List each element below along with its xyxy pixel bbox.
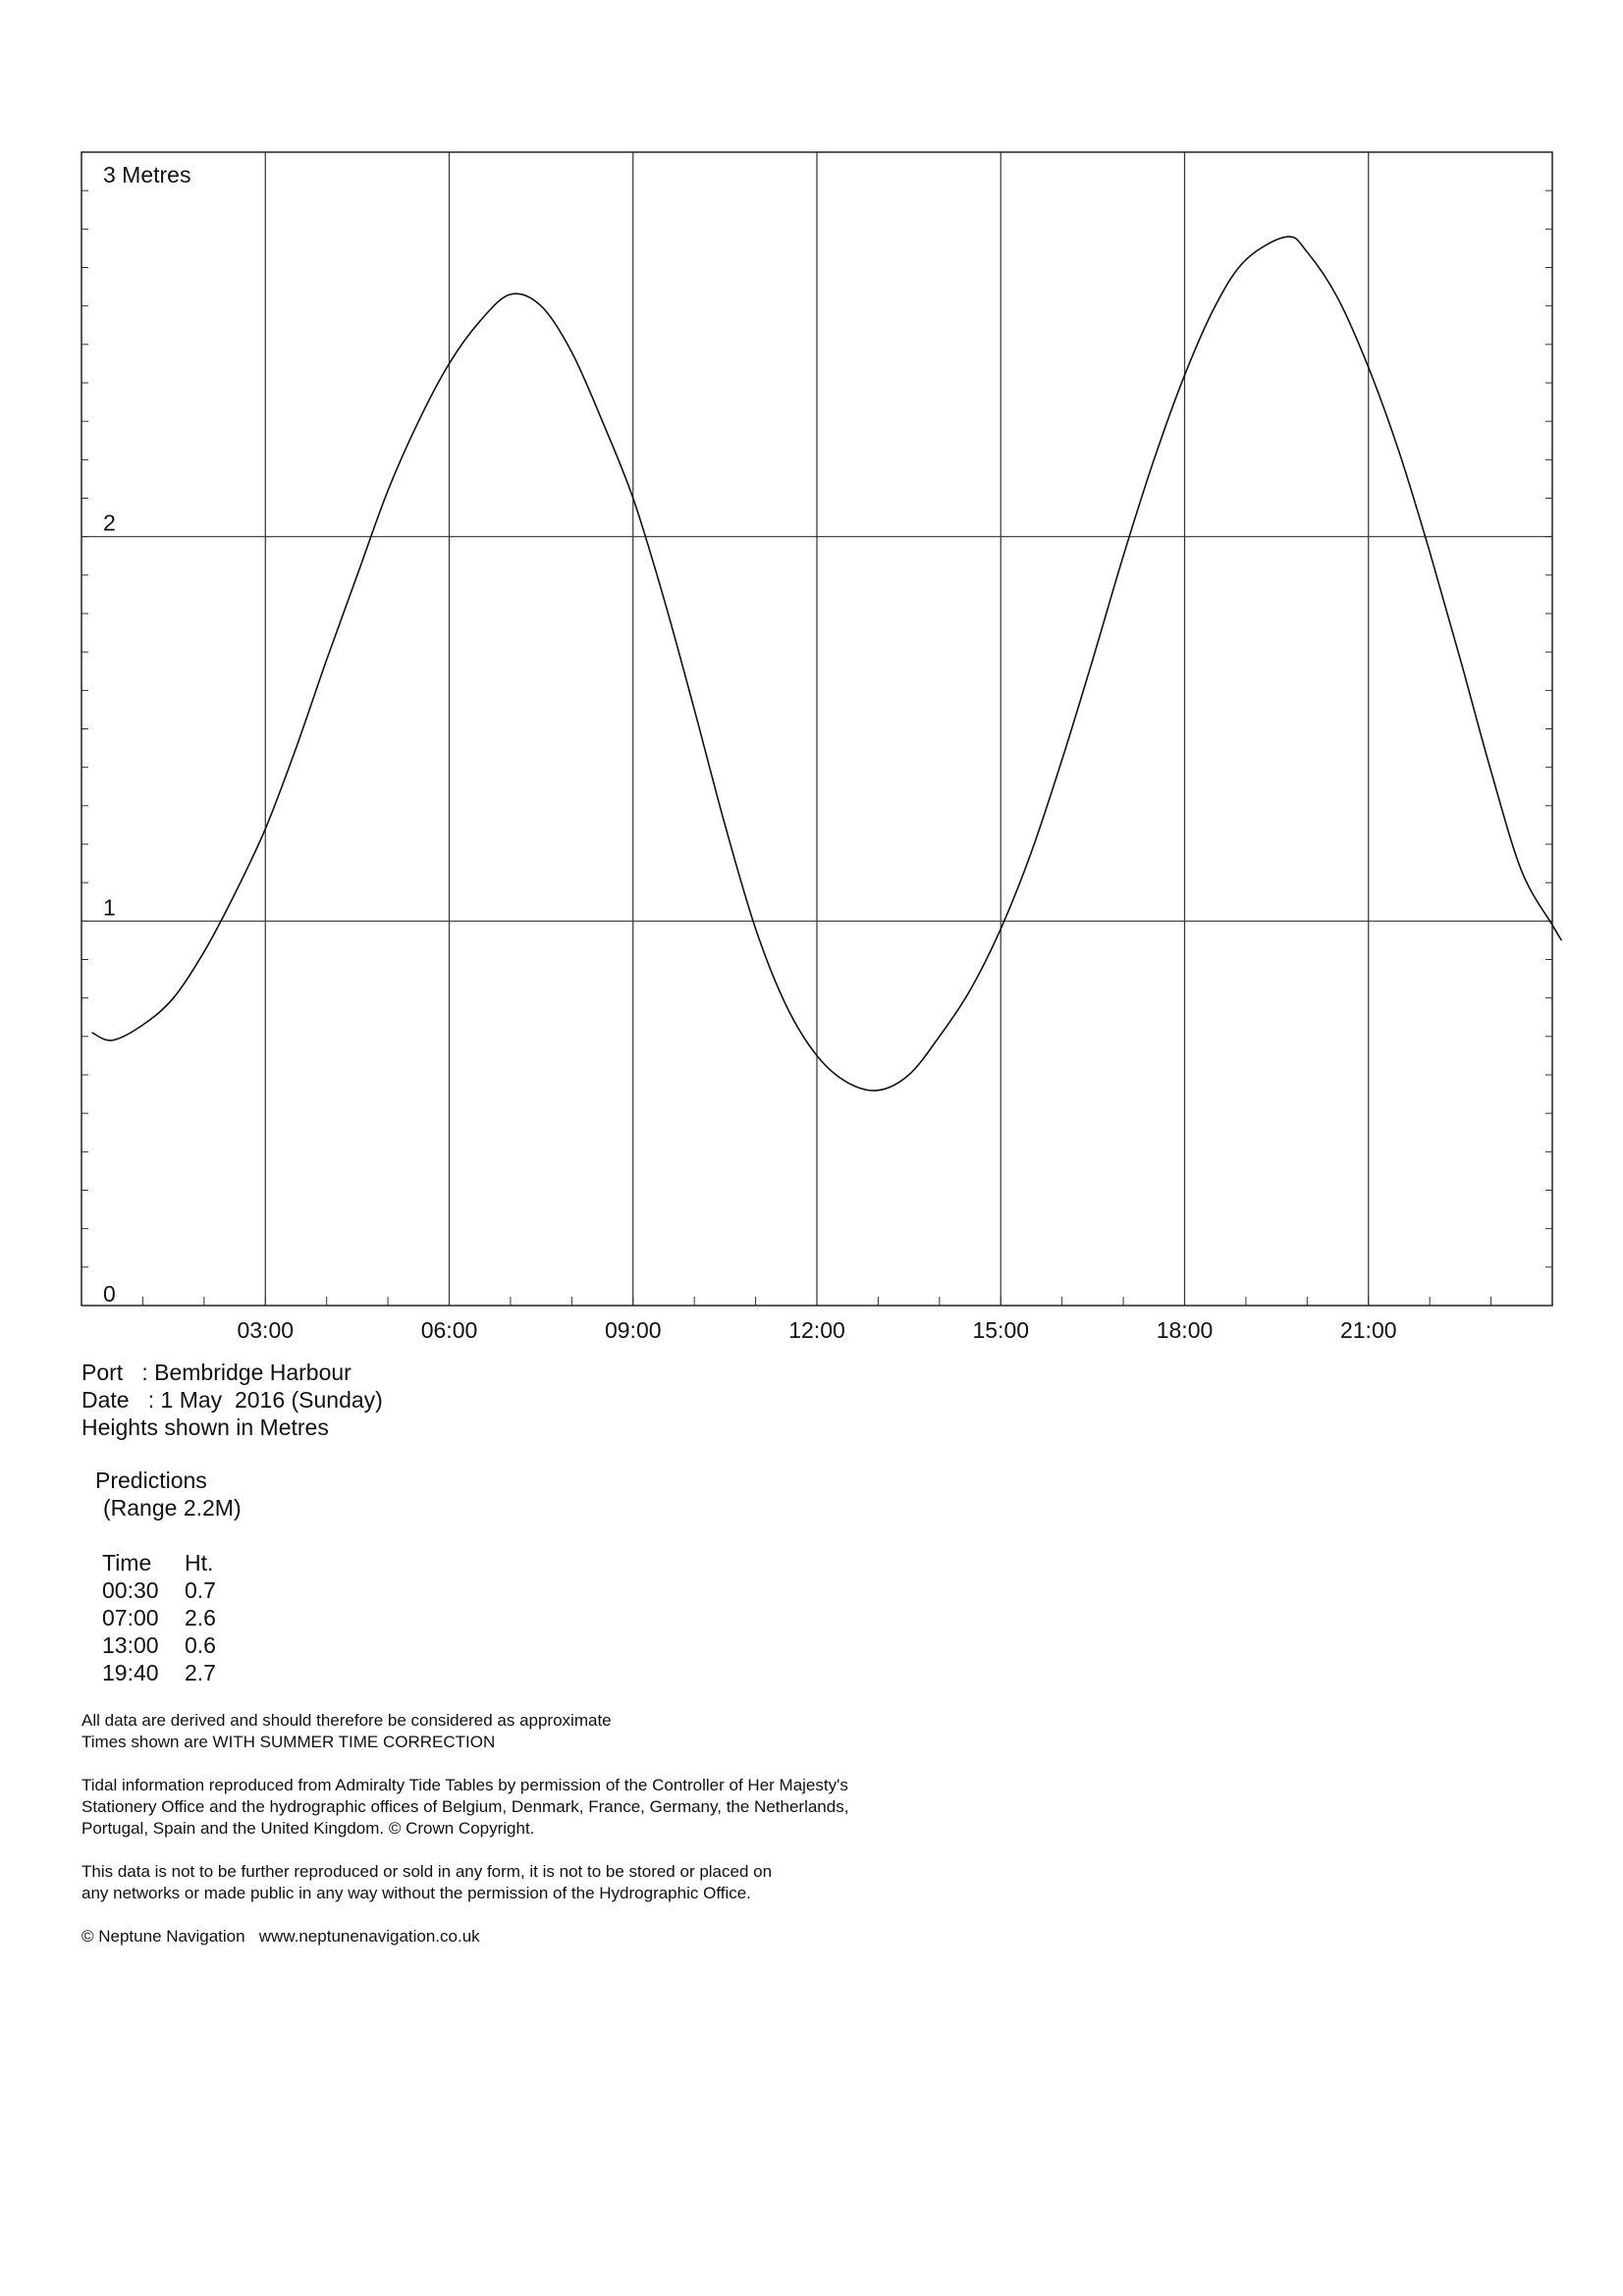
predictions-range: (Range 2.2M) xyxy=(103,1495,242,1521)
note-line-1: All data are derived and should therefore be considered as approximate xyxy=(81,1711,612,1730)
heights-line: Heights shown in Metres xyxy=(81,1415,329,1440)
chart-labels xyxy=(103,162,1397,1343)
notes-section xyxy=(81,1710,1162,1969)
table-row xyxy=(102,1576,216,1604)
footer-credit: © Neptune Navigation www.neptunenavigation.co.uk xyxy=(81,1927,480,1946)
x-tick-label: 12:00 xyxy=(788,1317,845,1343)
table-row xyxy=(102,1631,216,1659)
x-tick-label: 21:00 xyxy=(1339,1317,1397,1343)
copyright-line-2: Stationery Office and the hydrographic offices of Belgium, Denmark, France, Germany, the Netherlands, xyxy=(81,1797,849,1816)
restriction-line-2: any networks or made public in any way without the permission of the Hydrographic Office. xyxy=(81,1884,751,1902)
copyright-line-1: Tidal information reproduced from Admiralty Tide Tables by permission of the Controller of Her Majesty's xyxy=(81,1776,848,1794)
predictions-header-row xyxy=(102,1549,216,1576)
copyright-line-3: Portugal, Spain and the United Kingdom. © Crown Copyright. xyxy=(81,1819,535,1838)
copyright-note xyxy=(81,1775,1162,1840)
predictions-title: Predictions xyxy=(95,1468,207,1493)
restriction-line-1: This data is not to be further reproduced or sold in any form, it is not to be stored or placed on xyxy=(81,1862,773,1881)
x-tick-label: 06:00 xyxy=(420,1317,478,1343)
y-tick-label: 2 xyxy=(103,509,116,536)
x-tick-label: 03:00 xyxy=(237,1317,295,1343)
x-tick-label: 09:00 xyxy=(604,1317,662,1343)
y-tick-label: 1 xyxy=(103,894,116,921)
table-row xyxy=(102,1604,216,1631)
date-line: Date : 1 May 2016 (Sunday) xyxy=(81,1387,383,1413)
port-info xyxy=(81,1359,383,1441)
y-tick-label: 3 Metres xyxy=(103,162,191,187)
table-row xyxy=(102,1659,216,1686)
restriction-note xyxy=(81,1861,1162,1904)
row-time: 00:30 xyxy=(102,1577,159,1603)
predictions-table xyxy=(102,1549,216,1686)
predictions-section xyxy=(95,1467,242,1522)
row-time: 19:40 xyxy=(102,1660,159,1685)
y-tick-label: 0 xyxy=(103,1281,116,1307)
tide-series-line xyxy=(92,237,1562,1091)
x-tick-label: 18:00 xyxy=(1156,1317,1214,1343)
row-ht: 2.6 xyxy=(185,1605,216,1630)
approximation-note xyxy=(81,1710,1162,1753)
note-line-2: Times shown are WITH SUMMER TIME CORRECTION xyxy=(81,1733,496,1751)
row-time: 13:00 xyxy=(102,1632,159,1658)
row-ht: 2.7 xyxy=(185,1660,216,1685)
x-tick-label: 15:00 xyxy=(972,1317,1030,1343)
row-ht: 0.7 xyxy=(185,1577,216,1603)
header-ht: Ht. xyxy=(185,1550,214,1575)
row-ht: 0.6 xyxy=(185,1632,216,1658)
row-time: 07:00 xyxy=(102,1605,159,1630)
port-line: Port : Bembridge Harbour xyxy=(81,1360,352,1385)
header-time: Time xyxy=(102,1550,152,1575)
